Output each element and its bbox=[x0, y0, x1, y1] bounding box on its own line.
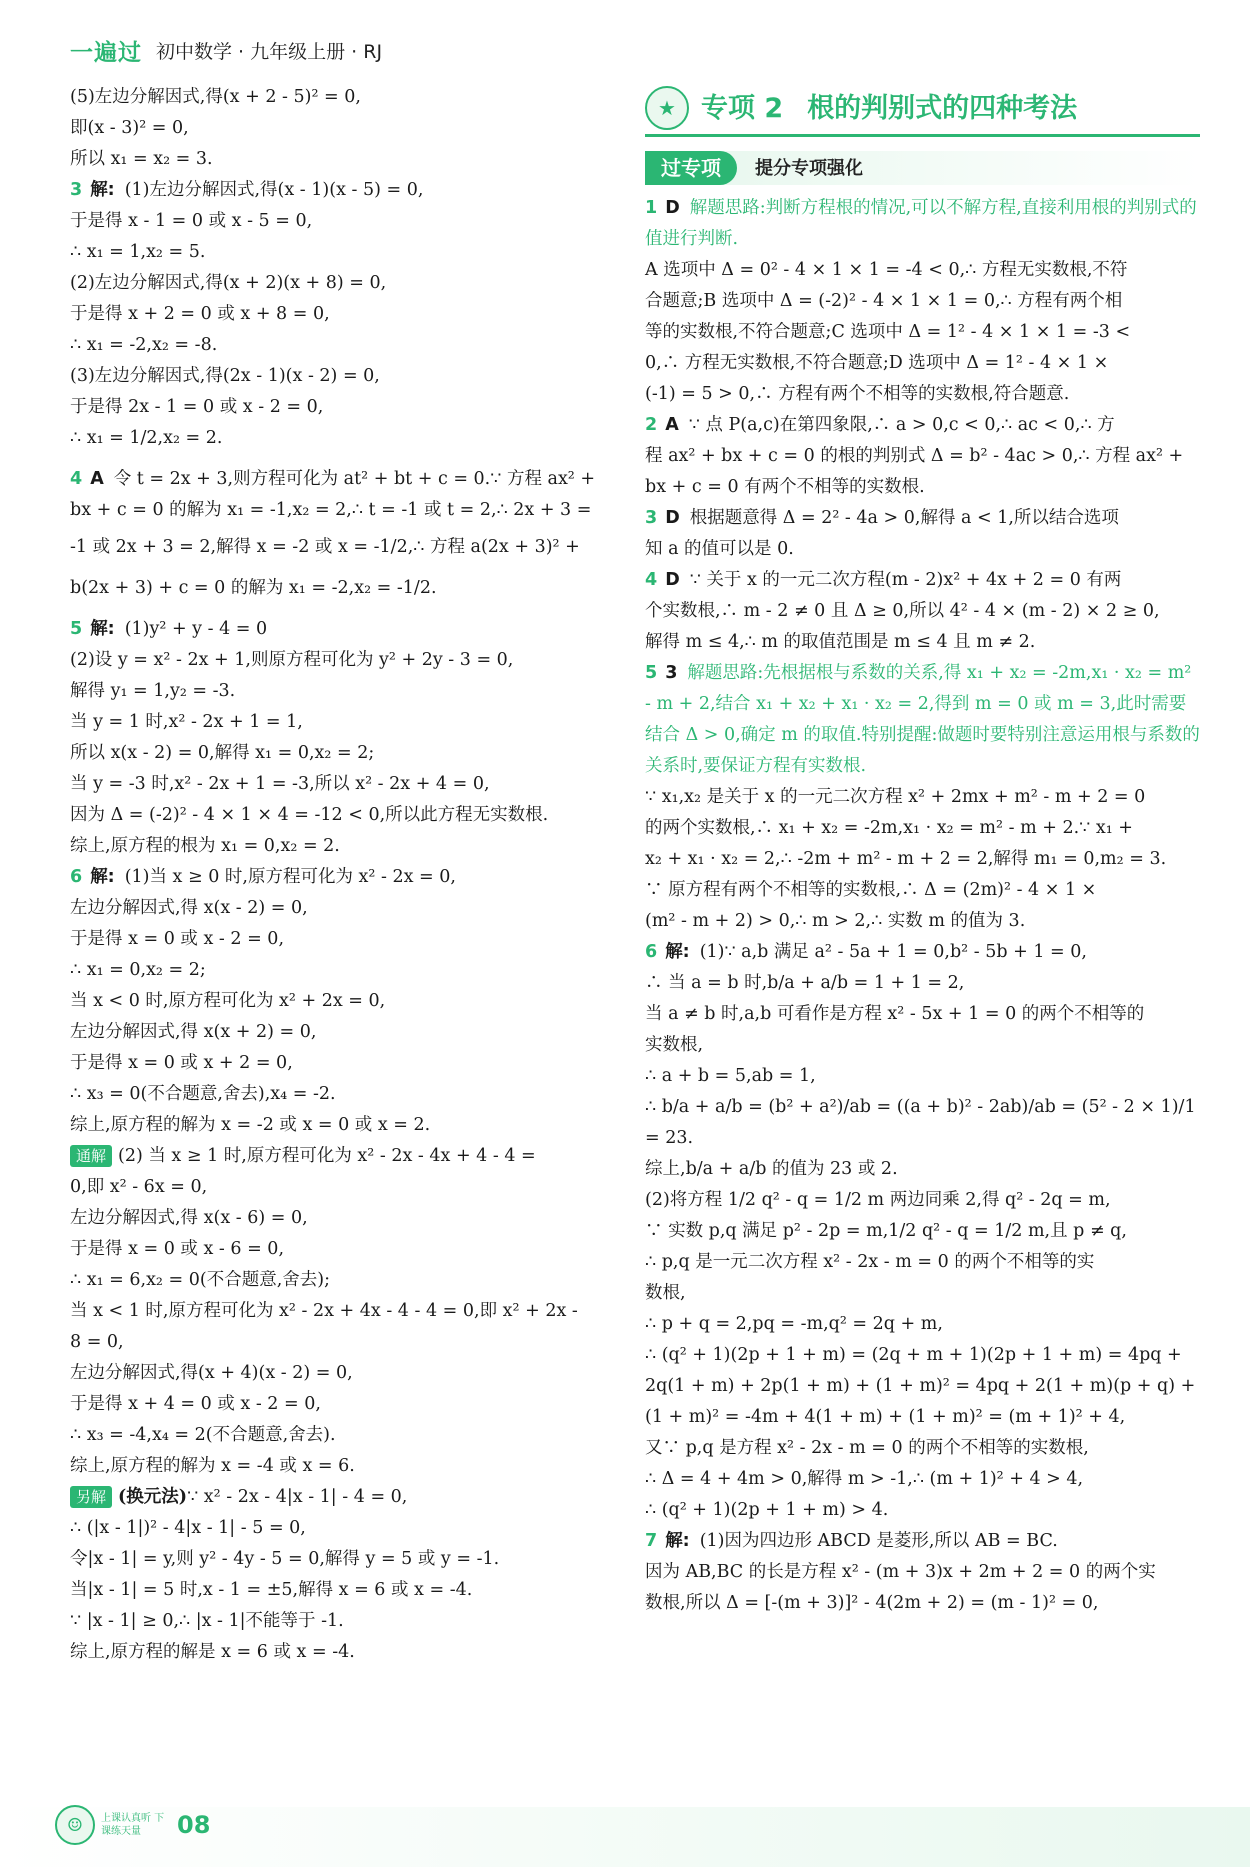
text-line: 0,即 x² - 6x = 0, bbox=[70, 1177, 208, 1197]
text-line: (1)∵ a,b 满足 a² - 5a + 1 = 0,b² - 5b + 1 = 0, bbox=[699, 942, 1087, 962]
text-line: (1)因为四边形 ABCD 是菱形,所以 AB = BC. bbox=[699, 1531, 1058, 1551]
text-line: 令|x - 1| = y,则 y² - 4y - 5 = 0,解得 y = 5 或 y = -1. bbox=[70, 1549, 500, 1569]
question-3 bbox=[70, 175, 625, 206]
text-line: ∴ x₁ = 1,x₂ = 5. bbox=[70, 242, 206, 262]
text-line: 的两个实数根,∴ x₁ + x₂ = -2m,x₁ · x₂ = m² - m + 2.∵ x₁ + bbox=[645, 818, 1133, 838]
page-header bbox=[70, 30, 382, 70]
text-line: 当 x < 0 时,原方程可化为 x² + 2x = 0, bbox=[70, 991, 386, 1011]
star-icon: ★ bbox=[645, 86, 689, 130]
left-column bbox=[70, 82, 625, 1668]
text-line: ∴ x₁ = 6,x₂ = 0(不合题意,舍去); bbox=[70, 1270, 330, 1290]
question-number: 3 bbox=[645, 508, 658, 528]
question-number: 3 bbox=[70, 180, 83, 200]
question-5 bbox=[645, 658, 1200, 782]
right-answers bbox=[645, 193, 1200, 1619]
general-solution bbox=[70, 1141, 625, 1172]
text-line: ∴ p + q = 2,pq = -m,q² = 2q + m, bbox=[645, 1314, 943, 1334]
text-line: 即(x - 3)² = 0, bbox=[70, 118, 189, 138]
question-number: 7 bbox=[645, 1531, 658, 1551]
text-line: 所以 x(x - 2) = 0,解得 x₁ = 0,x₂ = 2; bbox=[70, 743, 375, 763]
text-line: 数根,所以 Δ = [-(m + 3)]² - 4(2m + 2) = (m - 1)² = 0, bbox=[645, 1593, 1099, 1613]
text-line: (-1) = 5 > 0,∴ 方程有两个不相等的实数根,符合题意. bbox=[645, 384, 1070, 404]
text-line: ∵ x₁,x₂ 是关于 x 的一元二次方程 x² + 2mx + m² - m + 2 = 0 bbox=[645, 787, 1146, 807]
question-1 bbox=[645, 193, 1200, 255]
question-6 bbox=[645, 937, 1200, 968]
alternative-solution-tag: 另解 bbox=[70, 1486, 112, 1508]
question-number: 4 bbox=[645, 570, 658, 590]
text-line: 根据题意得 Δ = 2² - 4a > 0,解得 a < 1,所以结合选项 bbox=[689, 508, 1119, 528]
text-line: ∵ x² - 2x - 4|x - 1| - 4 = 0, bbox=[187, 1487, 408, 1507]
text-line: 因为 AB,BC 的长是方程 x² - (m + 3)x + 2m + 2 = 0 的两个实 bbox=[645, 1562, 1156, 1582]
question-number: 4 bbox=[70, 469, 83, 489]
text-line: (m² - m + 2) > 0,∴ m > 2,∴ 实数 m 的值为 3. bbox=[645, 911, 1026, 931]
question-3 bbox=[645, 503, 1200, 534]
answer-label: D bbox=[665, 508, 680, 528]
question-number: 1 bbox=[645, 198, 658, 218]
text-line: 实数根, bbox=[645, 1035, 704, 1055]
text-line: (1 + m)² = -4m + 4(1 + m) + (1 + m)² = (m + 1)² + 4, bbox=[645, 1407, 1126, 1427]
text-line: bx + c = 0 的解为 x₁ = -1,x₂ = 2,∴ t = -1 或 t = 2,∴ 2x + 3 = bbox=[70, 500, 592, 520]
right-column bbox=[645, 82, 1200, 1619]
text-line: 左边分解因式,得 x(x + 2) = 0, bbox=[70, 1022, 317, 1042]
section-bar bbox=[645, 151, 1200, 185]
method-label: (换元法) bbox=[118, 1487, 188, 1507]
text-line: ∴ x₁ = 1/2,x₂ = 2. bbox=[70, 428, 223, 448]
question-number: 5 bbox=[70, 619, 83, 639]
text-line: 综上,原方程的解为 x = -4 或 x = 6. bbox=[70, 1456, 355, 1476]
answer-label: A bbox=[90, 469, 104, 489]
question-5 bbox=[70, 614, 625, 645]
text-line: ∴ x₁ = -2,x₂ = -8. bbox=[70, 335, 218, 355]
text-line: 8 = 0, bbox=[70, 1332, 124, 1352]
text-line: 左边分解因式,得 x(x - 6) = 0, bbox=[70, 1208, 308, 1228]
text-line: ∴ b/a + a/b = (b² + a²)/ab = ((a + b)² - 2ab)/ab = (5² - 2 × 1)/1 = 23. bbox=[645, 1097, 1202, 1148]
alternative-solution bbox=[70, 1482, 625, 1513]
special-topic-title bbox=[645, 82, 1200, 137]
text-line: 0,∴ 方程无实数根,不符合题意;D 选项中 Δ = 1² - 4 × 1 × bbox=[645, 353, 1109, 373]
solution-hint: 解题思路:判断方程根的情况,可以不解方程,直接利用根的判别式的值进行判断. bbox=[645, 198, 1197, 249]
question-6 bbox=[70, 862, 625, 893]
text-line: 个实数根,∴ m - 2 ≠ 0 且 Δ ≥ 0,所以 4² - 4 × (m - 2) × 2 ≥ 0, bbox=[645, 601, 1160, 621]
text-line: 于是得 2x - 1 = 0 或 x - 2 = 0, bbox=[70, 397, 324, 417]
text-line: b(2x + 3) + c = 0 的解为 x₁ = -2,x₂ = -1/2. bbox=[70, 578, 437, 598]
text-line: (2) 当 x ≥ 1 时,原方程可化为 x² - 2x - 4x + 4 - 4 = bbox=[118, 1146, 536, 1166]
text-line: 综上,b/a + a/b 的值为 23 或 2. bbox=[645, 1159, 898, 1179]
text-line: A 选项中 Δ = 0² - 4 × 1 × 1 = -4 < 0,∴ 方程无实数根,不符 bbox=[645, 260, 1128, 280]
page-number: 08 bbox=[177, 1811, 211, 1839]
general-solution-tag: 通解 bbox=[70, 1145, 112, 1167]
text-line: 程 ax² + bx + c = 0 的根的判别式 Δ = b² - 4ac > 0,∴ 方程 ax² + bbox=[645, 446, 1184, 466]
text-line: (1)左边分解因式,得(x - 1)(x - 5) = 0, bbox=[124, 180, 424, 200]
answer-label: 解: bbox=[665, 1531, 690, 1551]
text-line: 于是得 x = 0 或 x + 2 = 0, bbox=[70, 1053, 293, 1073]
text-line: 数根, bbox=[645, 1283, 686, 1303]
answer-label: 解: bbox=[90, 180, 115, 200]
brand-title: 一遍过 bbox=[70, 39, 142, 66]
text-line: 当 x < 1 时,原方程可化为 x² - 2x + 4x - 4 - 4 = 0,即 x² + 2x - bbox=[70, 1301, 578, 1321]
text-line: (1)y² + y - 4 = 0 bbox=[124, 619, 268, 639]
text-line: 左边分解因式,得 x(x - 2) = 0, bbox=[70, 898, 308, 918]
footer-motto: 上课认真听 下课练天量 bbox=[101, 1813, 165, 1837]
text-line: ∵ 点 P(a,c)在第四象限,∴ a > 0,c < 0,∴ ac < 0,∴ 方 bbox=[688, 415, 1115, 435]
topic-title: 根的判别式的四种考法 bbox=[807, 92, 1078, 124]
section-label: 过专项 bbox=[645, 151, 737, 185]
text-line: ∴ (q² + 1)(2p + 1 + m) > 4. bbox=[645, 1500, 889, 1520]
text-line: -1 或 2x + 3 = 2,解得 x = -2 或 x = -1/2,∴ 方程 a(2x + 3)² + bbox=[70, 537, 580, 557]
text-line: 因为 Δ = (-2)² - 4 × 1 × 4 = -12 < 0,所以此方程无实数根. bbox=[70, 805, 549, 825]
answer-label: 解: bbox=[90, 867, 115, 887]
text-line: x₂ + x₁ · x₂ = 2,∴ -2m + m² - m + 2 = 2,解得 m₁ = 0,m₂ = 3. bbox=[645, 849, 1167, 869]
text-line: 于是得 x = 0 或 x - 6 = 0, bbox=[70, 1239, 285, 1259]
text-line: ∵ 实数 p,q 满足 p² - 2p = m,1/2 q² - q = 1/2 m,且 p ≠ q, bbox=[645, 1221, 1127, 1241]
text-line: 综上,原方程的解是 x = 6 或 x = -4. bbox=[70, 1642, 355, 1662]
text-line: (2)将方程 1/2 q² - q = 1/2 m 两边同乘 2,得 q² - 2q = m, bbox=[645, 1190, 1111, 1210]
text-line: ∴ (q² + 1)(2p + 1 + m) = (2q + m + 1)(2p + 1 + m) = 4pq + bbox=[645, 1345, 1182, 1365]
text-line: 令 t = 2x + 3,则方程可化为 at² + bt + c = 0.∵ 方程 ax² + bbox=[113, 469, 596, 489]
text-line: 合题意;B 选项中 Δ = (-2)² - 4 × 1 × 1 = 0,∴ 方程有两个相 bbox=[645, 291, 1123, 311]
question-2 bbox=[645, 410, 1200, 441]
text-line: 综上,原方程的解为 x = -2 或 x = 0 或 x = 2. bbox=[70, 1115, 431, 1135]
text-line: ∵ 关于 x 的一元二次方程(m - 2)x² + 4x + 2 = 0 有两 bbox=[689, 570, 1122, 590]
text-line: 当 a ≠ b 时,a,b 可看作是方程 x² - 5x + 1 = 0 的两个不相等的 bbox=[645, 1004, 1145, 1024]
text-line: 当 y = -3 时,x² - 2x + 1 = -3,所以 x² - 2x + 4 = 0, bbox=[70, 774, 490, 794]
question-number: 6 bbox=[70, 867, 83, 887]
text-line: ∴ Δ = 4 + 4m > 0,解得 m > -1,∴ (m + 1)² + 4 > 4, bbox=[645, 1469, 1084, 1489]
text-line: ∴ p,q 是一元二次方程 x² - 2x - m = 0 的两个不相等的实 bbox=[645, 1252, 1095, 1272]
text-line: ∴ 当 a = b 时,b/a + a/b = 1 + 1 = 2, bbox=[645, 973, 965, 993]
answer-label: 3 bbox=[665, 663, 678, 683]
solution-hint: 解题思路:先根据根与系数的关系,得 x₁ + x₂ = -2m,x₁ · x₂ = m² - m + 2,结合 x₁ + x₂ + x₁ · x₂ = 2,得到 m = 0 或 m = 3,此时需要结合 Δ > 0,确定 m 的取值.特别提醒:做题时要特别注意运用根与系数的关系时,要保证方程有实数根. bbox=[645, 663, 1200, 776]
text-line: ∴ a + b = 5,ab = 1, bbox=[645, 1066, 816, 1086]
question-number: 6 bbox=[645, 942, 658, 962]
text-line: bx + c = 0 有两个不相等的实数根. bbox=[645, 477, 925, 497]
question-7 bbox=[645, 1526, 1200, 1557]
text-line: 综上,原方程的根为 x₁ = 0,x₂ = 2. bbox=[70, 836, 340, 856]
text-line: 左边分解因式,得(x + 4)(x - 2) = 0, bbox=[70, 1363, 353, 1383]
text-line: 知 a 的值可以是 0. bbox=[645, 539, 794, 559]
text-line: 于是得 x + 4 = 0 或 x - 2 = 0, bbox=[70, 1394, 321, 1414]
text-line: 等的实数根,不符合题意;C 选项中 Δ = 1² - 4 × 1 × 1 = -3 < bbox=[645, 322, 1131, 342]
text-line: ∵ 原方程有两个不相等的实数根,∴ Δ = (2m)² - 4 × 1 × bbox=[645, 880, 1097, 900]
question-number: 5 bbox=[645, 663, 658, 683]
text-line: (1)当 x ≥ 0 时,原方程可化为 x² - 2x = 0, bbox=[124, 867, 456, 887]
text-line: ∴ (|x - 1|)² - 4|x - 1| - 5 = 0, bbox=[70, 1518, 306, 1538]
page-footer bbox=[55, 1805, 210, 1845]
text-line: 解得 y₁ = 1,y₂ = -3. bbox=[70, 681, 236, 701]
text-line: 于是得 x + 2 = 0 或 x + 8 = 0, bbox=[70, 304, 330, 324]
question-4 bbox=[645, 565, 1200, 596]
text-line: 解得 m ≤ 4,∴ m 的取值范围是 m ≤ 4 且 m ≠ 2. bbox=[645, 632, 1036, 652]
mascot-icon: ☺ bbox=[55, 1805, 95, 1845]
text-line: (2)左边分解因式,得(x + 2)(x + 8) = 0, bbox=[70, 273, 387, 293]
answer-label: A bbox=[665, 415, 679, 435]
text-line: 当 y = 1 时,x² - 2x + 1 = 1, bbox=[70, 712, 303, 732]
text-line: ∴ x₁ = 0,x₂ = 2; bbox=[70, 960, 206, 980]
text-line: (5)左边分解因式,得(x + 2 - 5)² = 0, bbox=[70, 87, 361, 107]
answer-label: D bbox=[665, 198, 680, 218]
text-line: 又∵ p,q 是方程 x² - 2x - m = 0 的两个不相等的实数根, bbox=[645, 1438, 1089, 1458]
text-line: ∵ |x - 1| ≥ 0,∴ |x - 1|不能等于 -1. bbox=[70, 1611, 344, 1631]
text-line: (2)设 y = x² - 2x + 1,则原方程可化为 y² + 2y - 3 = 0, bbox=[70, 650, 514, 670]
answer-label: 解: bbox=[665, 942, 690, 962]
text-line: 于是得 x - 1 = 0 或 x - 5 = 0, bbox=[70, 211, 313, 231]
text-line: 2q(1 + m) + 2p(1 + m) + (1 + m)² = 4pq + 2(1 + m)(p + q) + bbox=[645, 1376, 1196, 1396]
text-line: ∴ x₃ = 0(不合题意,舍去),x₄ = -2. bbox=[70, 1084, 336, 1104]
section-subtitle: 提分专项强化 bbox=[755, 157, 863, 179]
answer-label: 解: bbox=[90, 619, 115, 639]
answer-label: D bbox=[665, 570, 680, 590]
text-line: 所以 x₁ = x₂ = 3. bbox=[70, 149, 213, 169]
book-subtitle: 初中数学 · 九年级上册 · RJ bbox=[156, 40, 383, 63]
text-line: 当|x - 1| = 5 时,x - 1 = ±5,解得 x = 6 或 x = -4. bbox=[70, 1580, 473, 1600]
text-line: (3)左边分解因式,得(2x - 1)(x - 2) = 0, bbox=[70, 366, 380, 386]
question-4 bbox=[70, 464, 625, 495]
text-line: 于是得 x = 0 或 x - 2 = 0, bbox=[70, 929, 285, 949]
question-number: 2 bbox=[645, 415, 658, 435]
topic-number: 专项 2 bbox=[701, 92, 784, 124]
text-line: ∴ x₃ = -4,x₄ = 2(不合题意,舍去). bbox=[70, 1425, 336, 1445]
